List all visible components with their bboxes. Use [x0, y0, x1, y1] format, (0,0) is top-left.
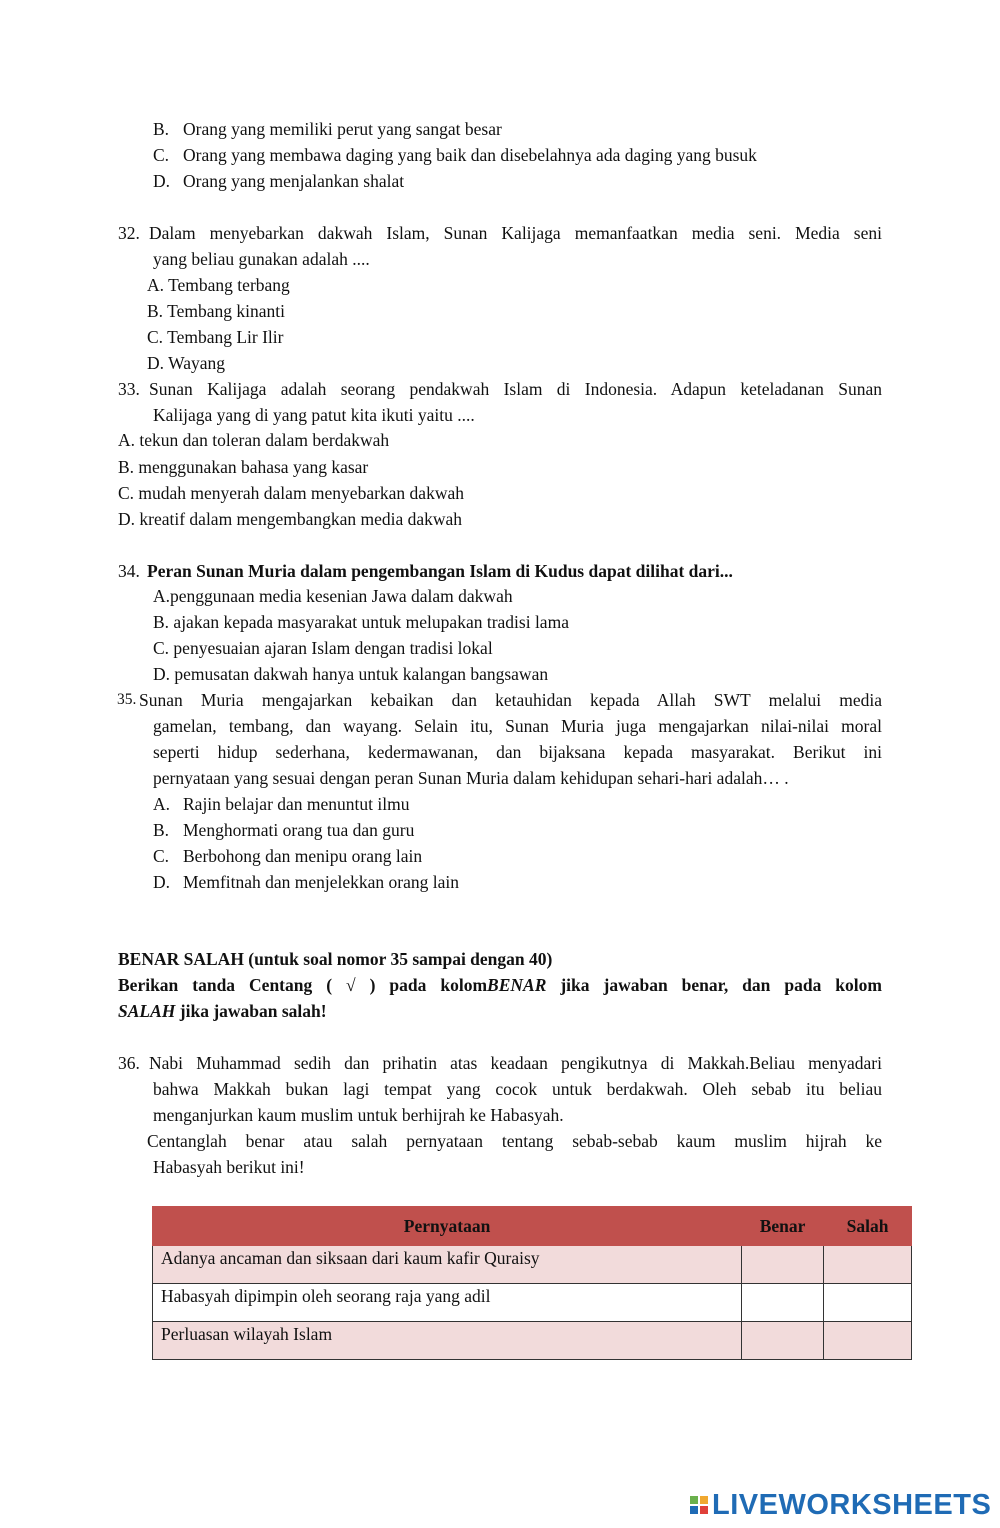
statement-cell: Adanya ancaman dan siksaan dari kaum kafir Quraisy: [153, 1246, 742, 1284]
header-salah: Salah: [824, 1207, 912, 1246]
q33-text-line2: Kalijaga yang di yang patut kita ikuti yaitu ....: [153, 405, 475, 425]
q34-option-b: B. ajakan kepada masyarakat untuk melupakan tradisi lama: [153, 612, 569, 632]
q32-option-c: C. Tembang Lir Ilir: [147, 327, 284, 347]
q35-text-line3: seperti hidup sederhana, kedermawanan, dan bijaksana kepada masyarakat. Berikut ini: [153, 742, 882, 762]
q31-option-b: B. Orang yang memiliki perut yang sangat besar: [153, 119, 502, 139]
logo-text: LIVEWORKSHEETS: [712, 1488, 992, 1521]
statement-cell: Perluasan wilayah Islam: [153, 1322, 742, 1360]
q34-option-a: A.penggunaan media kesenian Jawa dalam dakwah: [153, 586, 513, 606]
table-header-row: [153, 1207, 912, 1246]
q32-text-line1: Dalam menyebarkan dakwah Islam, Sunan Kalijaga memanfaatkan media seni. Media seni: [149, 223, 882, 243]
q31-option-c: C. Orang yang membawa daging yang baik dan disebelahnya ada daging yang busuk: [153, 145, 757, 165]
section-instruction-line1: Berikan tanda Centang ( √ ) pada kolomBENAR jika jawaban benar, dan pada kolom: [118, 975, 882, 995]
q34-option-d: D. pemusatan dakwah hanya untuk kalangan bangsawan: [153, 664, 549, 684]
liveworksheets-logo-icon: [690, 1496, 708, 1514]
q35-option-d: D. Memfitnah dan menjelekkan orang lain: [153, 872, 460, 892]
q34-option-c: C. penyesuaian ajaran Islam dengan tradisi lokal: [153, 638, 493, 658]
benar-checkbox-cell[interactable]: [742, 1246, 824, 1284]
q35-text-line1: Sunan Muria mengajarkan kebaikan dan ketauhidan kepada Allah SWT melalui media: [139, 690, 882, 710]
q32-option-a: A. Tembang terbang: [147, 275, 290, 295]
q33-option-d: D. kreatif dalam mengembangkan media dakwah: [118, 509, 463, 529]
q35-text-line4: pernyataan yang sesuai dengan peran Sunan Muria dalam kehidupan sehari-hari adalah… .: [153, 768, 789, 788]
true-false-table: [152, 1206, 912, 1360]
q35-number: 35.: [117, 691, 137, 708]
table-row: [153, 1322, 912, 1360]
q36-text-line5: Habasyah berikut ini!: [153, 1157, 305, 1177]
header-benar: Benar: [742, 1207, 824, 1246]
q32-text-line2: yang beliau gunakan adalah ....: [153, 249, 370, 269]
q32-number: 32.: [118, 223, 140, 243]
q35-option-b: B. Menghormati orang tua dan guru: [153, 820, 415, 840]
q35-option-a: A. Rajin belajar dan menuntut ilmu: [153, 794, 410, 814]
q36-text-line3: menganjurkan kaum muslim untuk berhijrah ke Habasyah.: [153, 1105, 564, 1125]
q32-option-d: D. Wayang: [147, 353, 225, 373]
benar-checkbox-cell[interactable]: [742, 1322, 824, 1360]
q33-option-c: C. mudah menyerah dalam menyebarkan dakwah: [118, 483, 464, 503]
section-instruction-line2: SALAH jika jawaban salah!: [118, 1001, 327, 1021]
table-row: [153, 1284, 912, 1322]
header-statement: Pernyataan: [153, 1207, 742, 1246]
q36-text-line1: Nabi Muhammad sedih dan prihatin atas keadaan pengikutnya di Makkah.Beliau menyadari: [149, 1053, 882, 1073]
table-row: [153, 1246, 912, 1284]
q33-option-b: B. menggunakan bahasa yang kasar: [118, 457, 369, 477]
q33-number: 33.: [118, 379, 140, 399]
q35-text-line2: gamelan, tembang, dan wayang. Selain itu, Sunan Muria juga mengajarkan nilai-nilai moral: [153, 716, 882, 736]
q35-option-c: C. Berbohong dan menipu orang lain: [153, 846, 423, 866]
q31-option-d: D. Orang yang menjalankan shalat: [153, 171, 405, 191]
salah-checkbox-cell[interactable]: [824, 1246, 912, 1284]
q32-option-b: B. Tembang kinanti: [147, 301, 285, 321]
q33-option-a: A. tekun dan toleran dalam berdakwah: [118, 430, 390, 450]
q34-question: Peran Sunan Muria dalam pengembangan Islam di Kudus dapat dilihat dari...: [147, 561, 733, 581]
section-heading: BENAR SALAH (untuk soal nomor 35 sampai dengan 40): [118, 949, 553, 969]
q36-number: 36.: [118, 1053, 140, 1073]
benar-checkbox-cell[interactable]: [742, 1284, 824, 1322]
statement-cell: Habasyah dipimpin oleh seorang raja yang adil: [153, 1284, 742, 1322]
liveworksheets-logo: [690, 1488, 991, 1522]
q34-number: 34.: [118, 561, 140, 581]
salah-checkbox-cell[interactable]: [824, 1284, 912, 1322]
q36-text-line2: bahwa Makkah bukan lagi tempat yang cocok untuk berdakwah. Oleh sebab itu beliau: [153, 1079, 882, 1099]
q33-text-line1: Sunan Kalijaga adalah seorang pendakwah Islam di Indonesia. Adapun keteladanan Sunan: [149, 379, 882, 399]
q36-text-line4: Centanglah benar atau salah pernyataan tentang sebab-sebab kaum muslim hijrah ke: [147, 1131, 882, 1151]
salah-checkbox-cell[interactable]: [824, 1322, 912, 1360]
